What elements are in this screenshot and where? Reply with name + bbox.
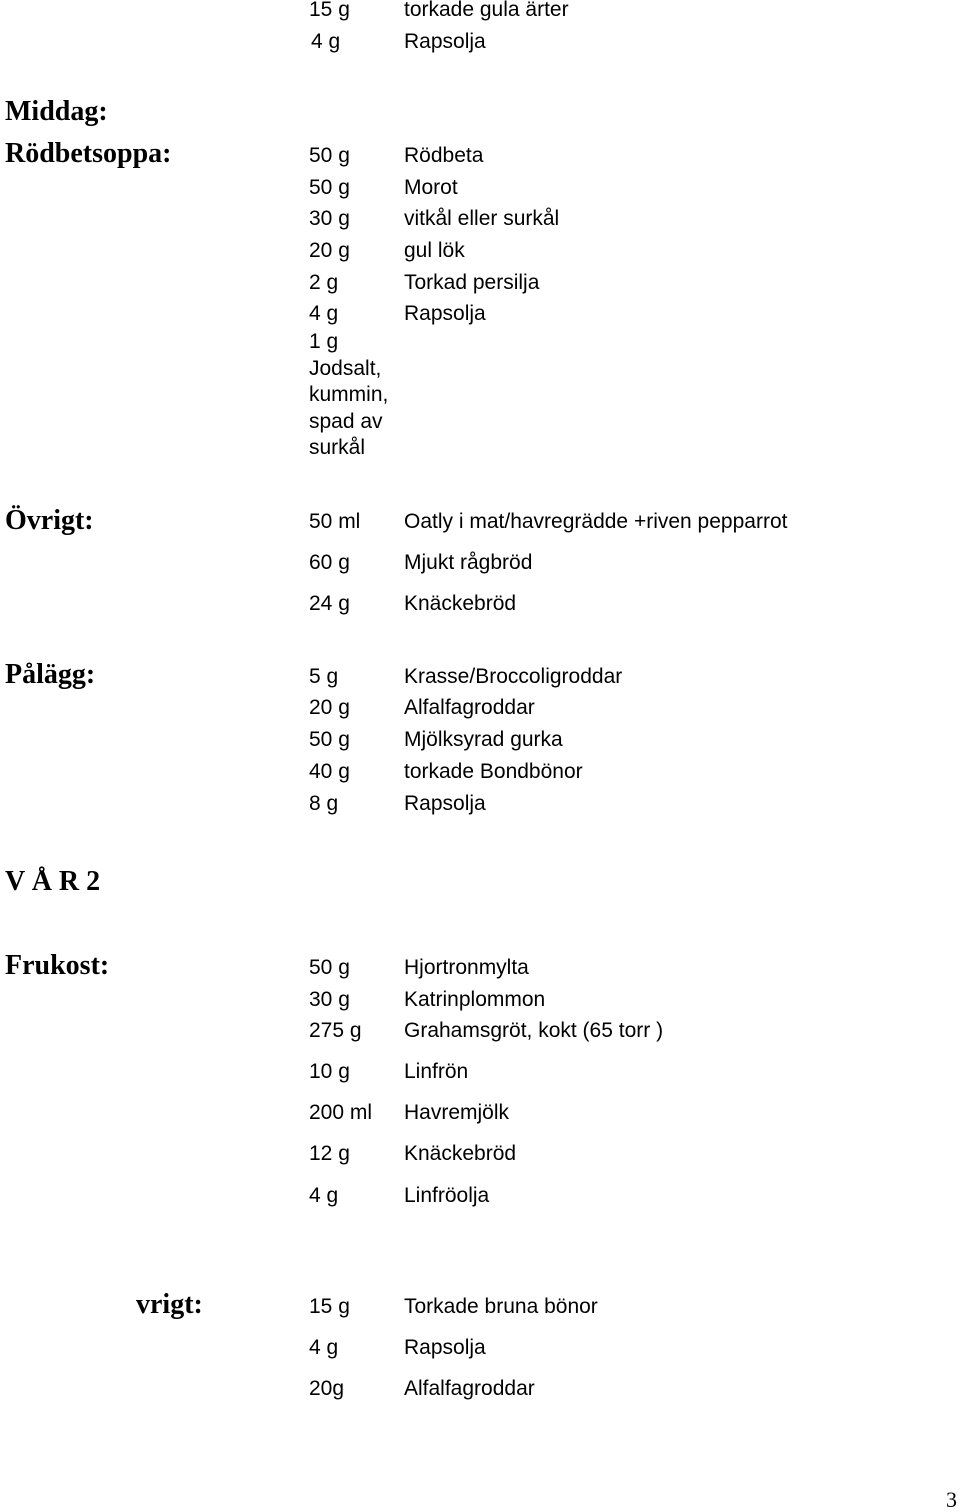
item-frukost-5: Havremjölk bbox=[404, 1101, 510, 1124]
item-palagg-2: Alfalfagroddar bbox=[404, 696, 535, 719]
item-ovrigt-3: Knäckebröd bbox=[404, 592, 517, 615]
item-frukost-1: Hjortronmylta bbox=[404, 956, 529, 979]
item-rodbetsoppa-2: Morot bbox=[404, 176, 458, 199]
item-top-1: torkade gula ärter bbox=[404, 0, 569, 21]
item-vrigt-2: Rapsolja bbox=[404, 1336, 486, 1359]
qty-rodbetsoppa-5: 2 g bbox=[309, 271, 339, 294]
heading-ovrigt: Övrigt: bbox=[5, 505, 94, 536]
qty-frukost-5: 200 ml bbox=[309, 1101, 373, 1124]
item-frukost-6: Knäckebröd bbox=[404, 1142, 517, 1165]
heading-frukost: Frukost: bbox=[5, 950, 110, 981]
qty-rodbetsoppa-1: 50 g bbox=[309, 144, 350, 167]
item-top-2: Rapsolja bbox=[404, 30, 486, 53]
qty-frukost-3: 275 g bbox=[309, 1019, 362, 1042]
item-vrigt-1: Torkade bruna bönor bbox=[404, 1295, 598, 1318]
qty-frukost-1: 50 g bbox=[309, 956, 350, 979]
qty-top-1: 15 g bbox=[309, 0, 350, 21]
qty-frukost-7: 4 g bbox=[309, 1184, 339, 1207]
qty-vrigt-2: 4 g bbox=[309, 1336, 339, 1359]
heading-var-2: V Å R 2 bbox=[5, 866, 101, 897]
qty-rodbetsoppa-4: 20 g bbox=[309, 239, 350, 262]
qty-vrigt-3: 20g bbox=[309, 1377, 345, 1400]
heading-vrigt: vrigt: bbox=[136, 1289, 203, 1320]
item-frukost-7: Linfröolja bbox=[404, 1184, 490, 1207]
item-palagg-3: Mjölksyrad gurka bbox=[404, 728, 563, 751]
qty-palagg-1: 5 g bbox=[309, 665, 339, 688]
heading-middag: Middag: bbox=[5, 96, 108, 127]
qty-frukost-2: 30 g bbox=[309, 988, 350, 1011]
item-rodbetsoppa-6: Rapsolja bbox=[404, 302, 486, 325]
item-ovrigt-1: Oatly i mat/havregrädde +riven pepparrot bbox=[404, 510, 788, 533]
item-frukost-2: Katrinplommon bbox=[404, 988, 546, 1011]
item-rodbetsoppa-1: Rödbeta bbox=[404, 144, 484, 167]
item-palagg-5: Rapsolja bbox=[404, 792, 486, 815]
item-rodbetsoppa-3: vitkål eller surkål bbox=[404, 207, 560, 230]
item-palagg-4: torkade Bondbönor bbox=[404, 760, 583, 783]
qty-ovrigt-1: 50 ml bbox=[309, 510, 361, 533]
qty-palagg-3: 50 g bbox=[309, 728, 350, 751]
heading-rodbetsoppa: Rödbetsoppa: bbox=[5, 138, 172, 169]
item-frukost-3: Grahamsgröt, kokt (65 torr ) bbox=[404, 1019, 664, 1042]
item-rodbetsoppa-5: Torkad persilja bbox=[404, 271, 540, 294]
qty-ovrigt-3: 24 g bbox=[309, 592, 350, 615]
rodbetsoppa-seasoning-note: 1 g Jodsalt, kummin, spad av surkål bbox=[309, 330, 389, 459]
item-rodbetsoppa-4: gul lök bbox=[404, 239, 465, 262]
qty-palagg-2: 20 g bbox=[309, 696, 350, 719]
qty-ovrigt-2: 60 g bbox=[309, 551, 350, 574]
qty-palagg-5: 8 g bbox=[309, 792, 339, 815]
qty-vrigt-1: 15 g bbox=[309, 1295, 350, 1318]
qty-frukost-4: 10 g bbox=[309, 1060, 350, 1083]
heading-palagg: Pålägg: bbox=[5, 659, 96, 690]
item-vrigt-3: Alfalfagroddar bbox=[404, 1377, 535, 1400]
qty-rodbetsoppa-6: 4 g bbox=[309, 302, 339, 325]
qty-frukost-6: 12 g bbox=[309, 1142, 350, 1165]
item-frukost-4: Linfrön bbox=[404, 1060, 469, 1083]
qty-top-2: 4 g bbox=[311, 30, 341, 53]
qty-palagg-4: 40 g bbox=[309, 760, 350, 783]
page-number: 3 bbox=[946, 1487, 957, 1512]
qty-rodbetsoppa-2: 50 g bbox=[309, 176, 350, 199]
item-palagg-1: Krasse/Broccoligroddar bbox=[404, 665, 623, 688]
qty-rodbetsoppa-3: 30 g bbox=[309, 207, 350, 230]
item-ovrigt-2: Mjukt rågbröd bbox=[404, 551, 533, 574]
